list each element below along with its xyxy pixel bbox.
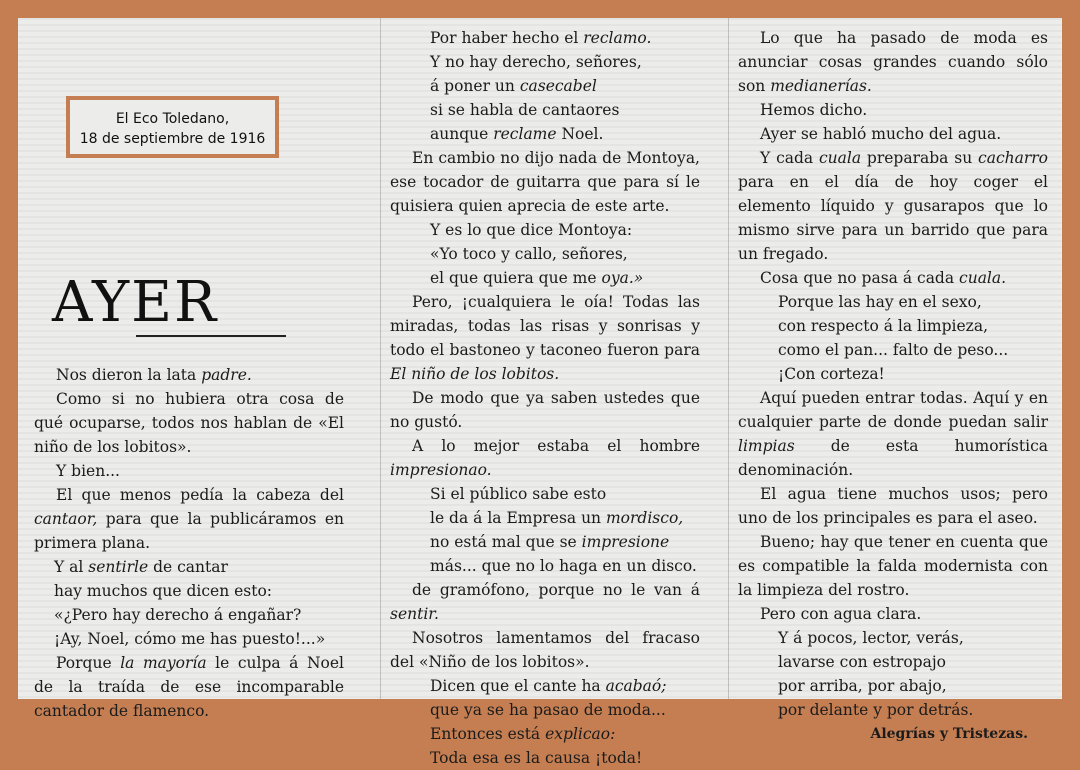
italic-run: casecabel [519,77,597,95]
italic-run: padre. [201,366,252,384]
verse-line [390,74,700,98]
verse-line [390,482,700,506]
text-run: Y es lo que dice Montoya: [430,221,633,239]
verse-line [390,506,700,530]
text-run: ¡Con corteza! [778,365,885,383]
column-divider [380,18,381,699]
text-run: Nosotros lamentamos del fracaso del «Niño de los lobitos». [390,629,700,671]
italic-run: cacharro [978,149,1048,167]
italic-run: cantaor, [34,510,98,528]
verse-line [738,674,1048,698]
text-run: Noel. [556,125,604,143]
italic-run: sentir. [390,605,439,623]
verse-line [390,554,700,578]
verse-line [390,722,700,746]
paragraph [738,482,1048,530]
paragraph [34,387,344,459]
source-label-line1: El Eco Toledano, [115,111,230,127]
text-run: Y no hay derecho, señores, [430,53,642,71]
text-run: más... que no lo haga en un disco. [430,557,697,575]
italic-run: impresione [581,533,670,551]
text-run: de cantar [148,558,228,576]
text-run: El agua tiene muchos usos; pero uno de los principales es para el aseo. [738,485,1048,527]
italic-run: la mayoría [120,654,207,672]
italic-run: sentirle [88,558,149,576]
italic-run: oya.» [601,269,644,287]
verse-line [34,555,344,579]
verse-line [738,338,1048,362]
text-run: con respecto á la limpieza, [778,317,989,335]
verse-line [390,266,700,290]
text-run: por delante y por detrás. [778,701,974,719]
text-run: A lo mejor estaba el hombre [412,437,700,455]
verse-line [390,98,700,122]
text-run: que ya se ha pasao de moda... [430,701,666,719]
verse-line [390,122,700,146]
text-run: le da á la Empresa un [430,509,606,527]
column-2 [390,26,700,770]
paragraph [738,122,1048,146]
paragraph [738,146,1048,266]
text-run: Dicen que el cante ha [430,677,606,695]
text-run: Y bien... [56,462,120,480]
paragraph [390,434,700,482]
text-run: Porque [56,654,121,672]
text-run: le culpa á Noel de la traída de ese incomparable cantador de flamenco. [34,654,345,720]
text-run: Bueno; hay que tener en cuenta que es compatible la falda modernista con la limpieza del rostro. [738,533,1048,599]
text-run: lavarse con estropajo [778,653,946,671]
text-run: para que la publicáramos en primera plana. [34,510,344,552]
verse-line [34,579,344,603]
paragraph [390,290,700,386]
verse-line [34,627,344,651]
verse-line [390,674,700,698]
italic-run: reclamo. [583,29,652,47]
text-run: para en el día de hoy coger el elemento líquido y gusarapos que lo mismo sirve para un barrido que para un fregado. [738,173,1048,263]
text-run: por arriba, por abajo, [778,677,947,695]
text-run: El que menos pedía la cabeza del [56,486,344,504]
text-run: á poner un [430,77,520,95]
verse-line [390,50,700,74]
paragraph [34,651,344,723]
italic-run: reclame [493,125,557,143]
italic-run: mordisco, [605,509,684,527]
text-run: Y cada [760,149,819,167]
text-run: Cosa que no pasa á cada [760,269,960,287]
verse-line [738,626,1048,650]
paragraph [390,578,700,626]
text-run: Aquí pueden entrar todas. Aquí y en cualquier parte de donde puedan salir [738,389,1048,431]
text-run: de gramófono, porque no le van á [412,581,700,599]
article-title: AYER [52,270,219,335]
verse-line [738,362,1048,386]
signature: Alegrías y Tristezas. [870,726,1028,742]
italic-run: acabaó; [605,677,667,695]
verse-line [390,218,700,242]
text-run: ¡Ay, Noel, cómo me has puesto!...» [54,630,326,648]
verse-line [390,746,700,770]
text-run: preparaba su [861,149,979,167]
text-run: Nos dieron la lata [56,366,202,384]
italic-run: cuala [818,149,862,167]
paragraph [390,626,700,674]
italic-run: explicao: [545,725,616,743]
paragraph [738,266,1048,290]
column-divider [728,18,729,699]
source-label [66,96,279,158]
italic-run: cuala. [959,269,1007,287]
text-run: el que quiera que me [430,269,602,287]
text-run: «Yo toco y callo, señores, [430,245,628,263]
verse-line [738,314,1048,338]
paragraph [738,530,1048,602]
text-run: de esta humorística denominación. [738,437,1048,479]
verse-line [738,650,1048,674]
verse-line [738,290,1048,314]
text-run: Hemos dicho. [760,101,868,119]
italic-run: El niño de los lobitos. [390,365,560,383]
text-run: si se habla de cantaores [430,101,620,119]
paragraph [34,483,344,555]
text-run: Y al [54,558,89,576]
paragraph [738,602,1048,626]
text-run: En cambio no dijo nada de Montoya, ese tocador de guitarra que para sí le quisiera quien aprecia de este arte. [390,149,700,215]
column-3 [738,26,1048,746]
italic-run: limpias [738,437,795,455]
source-label-line2: 18 de septiembre de 1916 [79,131,266,147]
verse-line [390,242,700,266]
text-run: Pero, ¡cualquiera le oía! Todas las miradas, todas las risas y sonrisas y todo el bastoneo y taconeo fueron para [390,293,700,359]
text-run: aunque [430,125,494,143]
text-run: De modo que ya saben ustedes que no gustó. [390,389,700,431]
verse-line [34,603,344,627]
paragraph [738,386,1048,482]
verse-line [390,26,700,50]
text-run: Si el público sabe esto [430,485,607,503]
text-run: como el pan... falto de peso... [778,341,1009,359]
text-run: Lo que ha pasado de moda es anunciar cosas grandes cuando sólo son [738,29,1048,95]
text-run: Ayer se habló mucho del agua. [760,125,1002,143]
text-run: Y á pocos, lector, verás, [778,629,964,647]
verse-line [738,698,1048,722]
paragraph [390,146,700,218]
italic-run: impresionao. [390,461,492,479]
paragraph [738,26,1048,98]
text-run: Como si no hubiera otra cosa de qué ocuparse, todos nos hablan de «El niño de los lobitos». [34,390,344,456]
text-run: Entonces está [430,725,546,743]
paragraph [34,459,344,483]
text-run: Porque las hay en el sexo, [778,293,982,311]
verse-line [390,530,700,554]
column-1 [34,363,344,723]
italic-run: medianerías. [770,77,872,95]
text-run: Pero con agua clara. [760,605,922,623]
text-run: Por haber hecho el [430,29,584,47]
text-run: no está mal que se [430,533,582,551]
paragraph [34,363,344,387]
text-run: Toda esa es la causa ¡toda! [430,749,643,767]
verse-line [390,698,700,722]
paragraph [738,98,1048,122]
text-run: «¿Pero hay derecho á engañar? [54,606,302,624]
title-underline [136,335,286,337]
paragraph [390,386,700,434]
text-run: hay muchos que dicen esto: [54,582,273,600]
